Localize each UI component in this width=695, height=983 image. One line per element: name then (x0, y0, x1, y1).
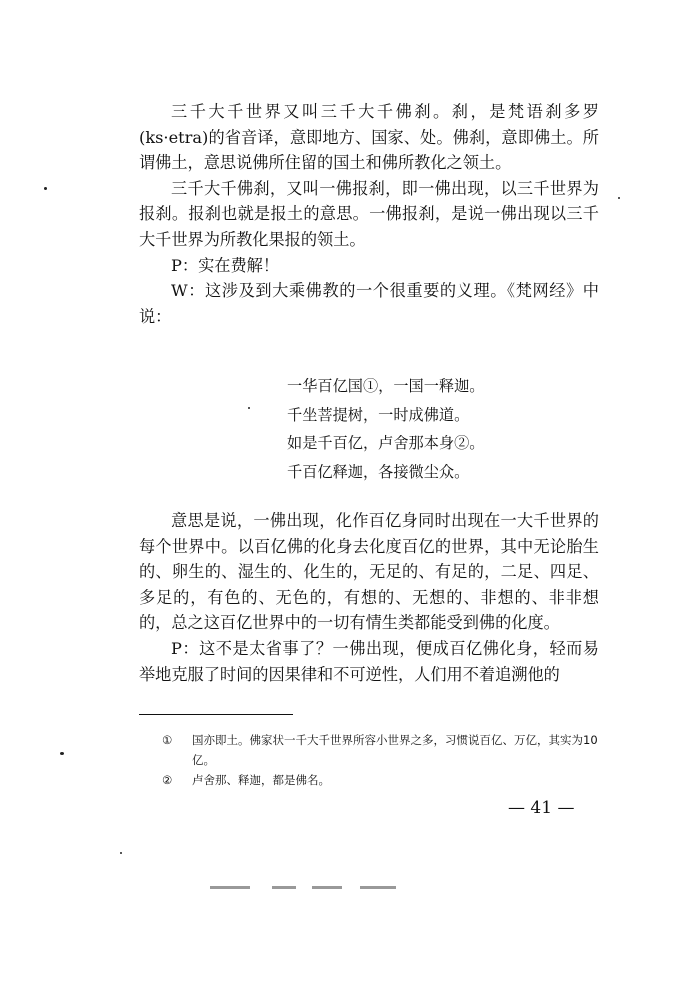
verse-line: 如是千百亿，卢舍那本身②。 (287, 434, 485, 452)
verse-line: 千坐菩提树，一时成佛道。 (287, 405, 470, 424)
paragraph-w-answer: W：这涉及到大乘佛教的一个很重要的义理。《梵网经》中说： (139, 281, 599, 326)
scan-smudge (210, 886, 250, 889)
scan-smudge (312, 886, 342, 889)
scan-smudge (272, 886, 296, 889)
footnote-1 (162, 730, 602, 770)
footnote-marker: ① (162, 733, 173, 747)
footnote-text: 卢舍那、释迦，都是佛名。 (192, 773, 330, 787)
footnotes (162, 730, 602, 790)
scan-speck (618, 197, 620, 199)
verse-block (287, 372, 484, 486)
scan-smudge (360, 886, 396, 889)
footnote-2 (162, 770, 602, 790)
footnote-text: 国亦即土。佛家状一千大千世界所容小世界之多，习惯说百亿、万亿，其实为10亿。 (192, 733, 598, 767)
paragraph-baosha: 三千大千佛刹，又叫一佛报刹，即一佛出现，以三千世界为报刹。报刹也就是报土的意思。一佛报刹，是说一佛出现以三千大千世界为所教化果报的领土。 (139, 178, 599, 249)
footnote-marker: ② (162, 773, 173, 787)
paragraph-p-question: P：实在费解！ (171, 255, 280, 275)
page-number: — 41 — (508, 798, 575, 818)
scan-speck (120, 852, 122, 854)
paragraph-explanation: 意思是说，一佛出现，化作百亿身同时出现在一大千世界的每个世界中。以百亿佛的化身去化度百亿的世界，其中无论胎生的、卵生的、湿生的、化生的，无足的、有足的，二足、四足、多足的，有色的、无色的，有想的、无想的、非想的、非非想的，总之这百亿世界中的一切有情生类都能受到佛的化度。 (139, 511, 599, 633)
paragraph-p-objection: P：这不是太省事了？一佛出现，便成百亿佛化身，轻而易举地克服了时间的因果律和不可逆性，人们用不着追溯他的 (139, 638, 599, 684)
verse-line: 一华百亿国①，一国一释迦。 (287, 377, 485, 395)
scan-speck (60, 752, 64, 755)
paragraph-buddha-ksetra: 三千大千世界又叫三千大千佛刹。刹，是梵语刹多罗(ks·etra)的省音译，意即地方、国家、处。佛刹，意即佛土。所谓佛土，意思说佛所住留的国土和佛所教化之领土。 (139, 102, 599, 173)
body-text-top (139, 99, 599, 329)
scan-speck (44, 187, 47, 190)
body-text-bottom (139, 508, 599, 687)
footnote-divider (139, 714, 293, 715)
scan-speck (248, 407, 250, 409)
verse-line: 千百亿释迦，各接微尘众。 (287, 462, 470, 481)
